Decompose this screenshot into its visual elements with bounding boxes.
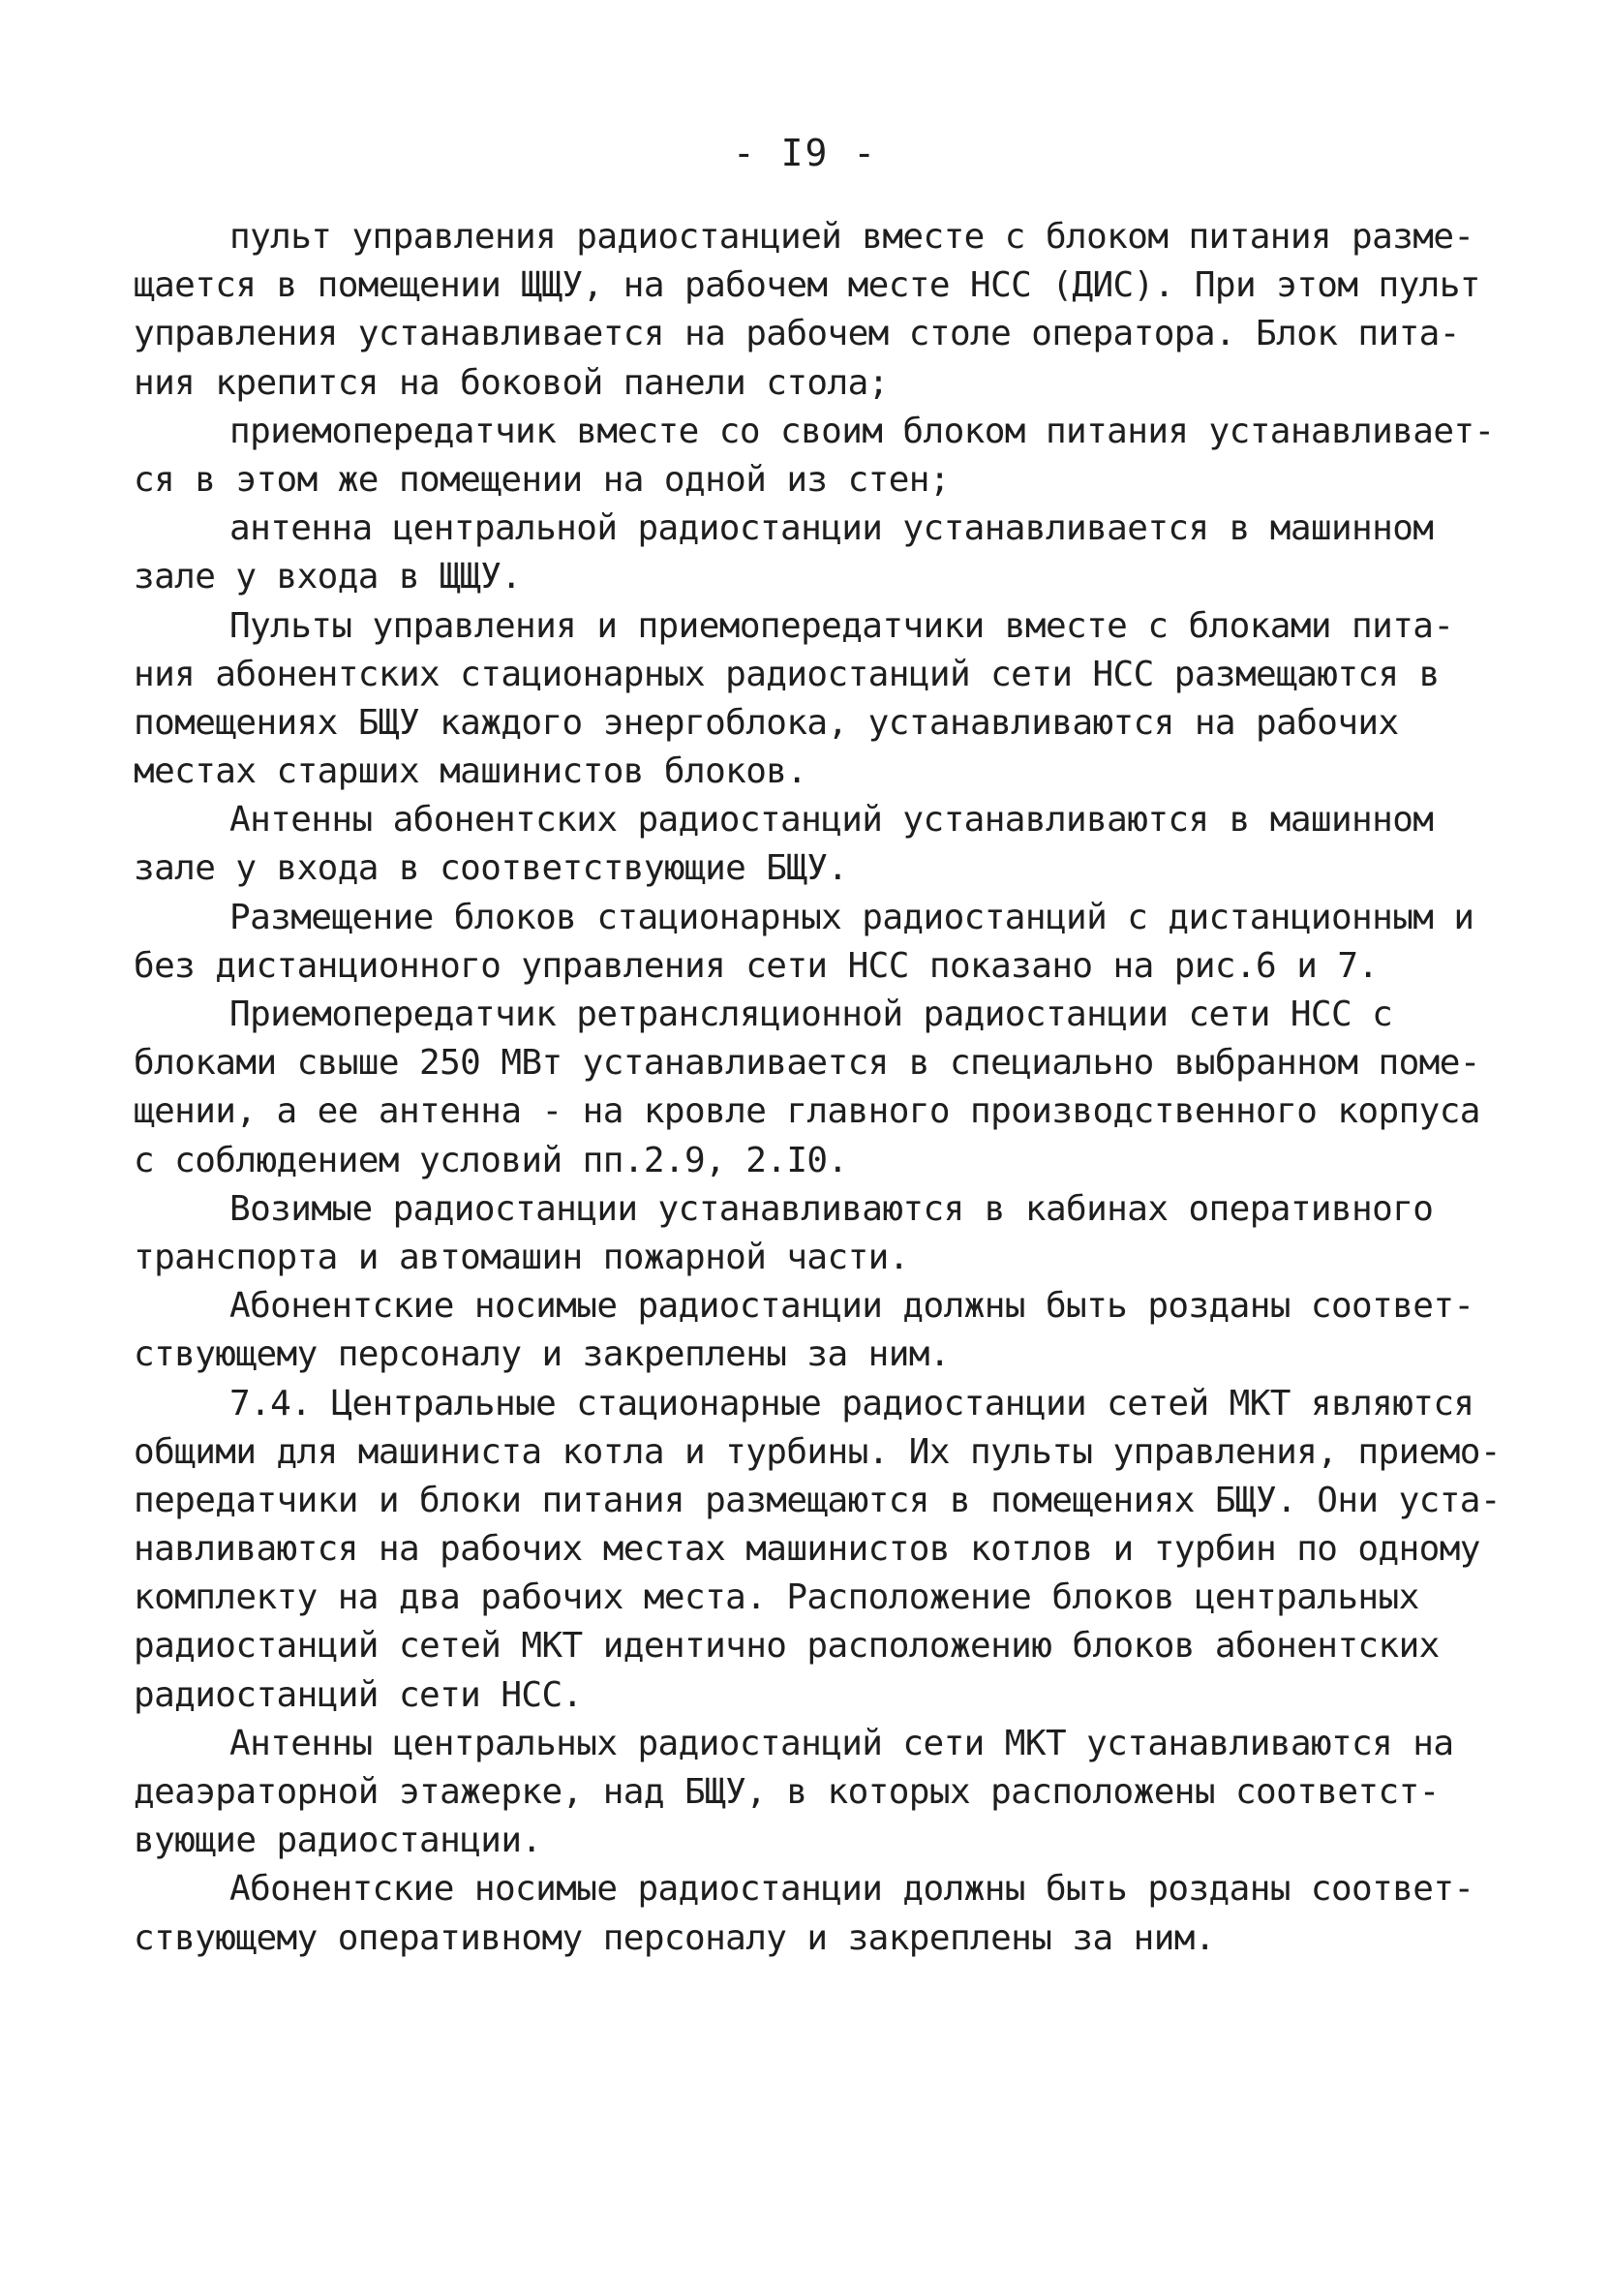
paragraph-first-line: 7.4. Центральные стационарные радиостанции сетей МКТ являются	[229, 1383, 1474, 1424]
text-line: ния абонентских стационарных радиостанций сети НСС размещаются в	[134, 654, 1440, 694]
text-line: радиостанций сети НСС.	[134, 1674, 583, 1715]
text-line: щении, а ее антенна - на кровле главного производственного корпуса	[134, 1091, 1480, 1132]
text-line: местах старших машинистов блоков.	[134, 751, 807, 792]
paragraph-first-line: Пульты управления и приемопередатчики вместе с блоками пита-	[229, 605, 1454, 646]
text-line: помещениях БЩУ каждого энергоблока, устанавливаются на рабочих	[134, 702, 1399, 743]
text-line: навливаются на рабочих местах машинистов котлов и турбин по одному	[134, 1529, 1480, 1570]
paragraph-first-line: Размещение блоков стационарных радиостанций с дистанционным и	[229, 897, 1474, 937]
text-line: блоками свыше 250 МВт устанавливается в специально выбранном поме-	[134, 1043, 1480, 1084]
document-body	[134, 213, 1501, 1963]
text-line: зале у входа в ЩЩУ.	[134, 557, 522, 597]
paragraph-first-line: Возимые радиостанции устанавливаются в кабинах оперативного	[229, 1188, 1434, 1229]
text-line: с соблюдением условий пп.2.9, 2.I0.	[134, 1140, 848, 1180]
paragraph-first-line: приемопередатчик вместе со своим блоком питания устанавливает-	[229, 411, 1495, 451]
text-line: ния крепится на боковой панели стола;	[134, 362, 889, 403]
page-number: - I9 -	[732, 132, 878, 174]
paragraph-first-line: Антенны абонентских радиостанций устанавливаются в машинном	[229, 800, 1434, 841]
paragraph-first-line: Абонентские носимые радиостанции должны быть розданы соответ-	[229, 1286, 1474, 1327]
text-line: вующие радиостанции.	[134, 1821, 542, 1861]
text-line: передатчики и блоки питания размещаются в помещениях БЩУ. Они уста-	[134, 1480, 1501, 1520]
paragraph-first-line: Абонентские носимые радиостанции должны быть розданы соответ-	[229, 1869, 1474, 1910]
text-line: щается в помещении ЩЩУ, на рабочем месте НСС (ДИС). При этом пульт	[134, 265, 1480, 306]
text-line: без дистанционного управления сети НСС показано на рис.6 и 7.	[134, 945, 1379, 986]
text-line: зале у входа в соответствующие БЩУ.	[134, 848, 848, 889]
paragraph-first-line: Антенны центральных радиостанций сети МКТ устанавливаются на	[229, 1723, 1454, 1763]
text-line: ствующему персоналу и закреплены за ним.	[134, 1334, 950, 1375]
text-line: общими для машиниста котла и турбины. Их пульты управления, приемо-	[134, 1431, 1501, 1472]
text-line: деаэраторной этажерке, над БЩУ, в которых расположены соответст-	[134, 1772, 1440, 1812]
text-line: ствующему оперативному персоналу и закреплены за ним.	[134, 1917, 1215, 1958]
text-line: ся в этом же помещении на одной из стен;	[134, 459, 950, 500]
text-line: транспорта и автомашин пожарной части.	[134, 1237, 909, 1277]
text-line: радиостанций сетей МКТ идентично расположению блоков абонентских	[134, 1626, 1440, 1667]
paragraph-first-line: пульт управления радиостанцией вместе с блоком питания разме-	[229, 217, 1474, 257]
paragraph-first-line: Приемопередатчик ретрансляционной радиостанции сети НСС с	[229, 995, 1393, 1034]
text-line: управления устанавливается на рабочем столе оператора. Блок пита-	[134, 314, 1460, 354]
paragraph-first-line: антенна центральной радиостанции устанавливается в машинном	[229, 508, 1434, 549]
text-line: комплекту на два рабочих места. Расположение блоков центральных	[134, 1577, 1419, 1618]
